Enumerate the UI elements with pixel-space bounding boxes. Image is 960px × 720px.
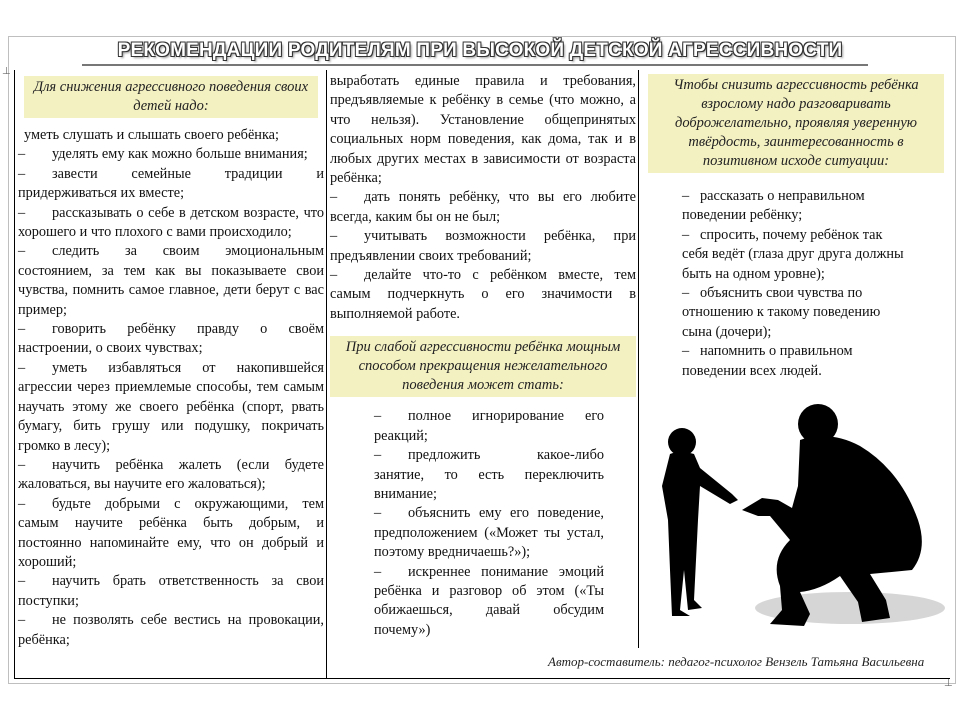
list-item-text: будьте добрыми с окружающими, тем самым научите ребёнка быть добрым, и постоянно напоминайте ему, что он добрый и хороший; <box>18 495 324 570</box>
list-item <box>330 266 636 324</box>
list-item-text: напомнить о правильном поведении всех людей. <box>682 343 853 379</box>
technique-list <box>330 407 636 640</box>
list-dash: – <box>18 204 26 221</box>
corner-marker: ⊥ <box>2 66 11 77</box>
recommendation-list <box>18 145 324 650</box>
list-item-text: научить ребёнка жалеть (если будете жаловаться, вы научите его жаловаться); <box>18 456 324 493</box>
list-dash: – <box>18 495 26 512</box>
list-item <box>682 187 908 226</box>
list-dash: – <box>682 285 690 302</box>
list-item-text: рассказывать о себе в детском возрасте, что хорошего и что плохого с вами происходило; <box>18 204 324 241</box>
list-item-text: не позволять себе вестись на провокации, ребёнка; <box>18 612 324 648</box>
list-item <box>18 204 324 243</box>
list-dash: – <box>330 189 338 206</box>
list-item-text: объяснить свои чувства по отношению к такому поведению сына (дочери); <box>682 285 881 340</box>
list-dash: – <box>18 243 26 260</box>
corner-marker: ⊥ <box>944 678 953 689</box>
list-dash: – <box>18 321 26 338</box>
list-item-text: завести семейные традиции и придерживаться их вместе; <box>18 165 324 202</box>
list-item <box>18 572 324 611</box>
recommendation-list <box>330 72 636 324</box>
list-dash: – <box>682 188 690 204</box>
list-item <box>374 563 604 641</box>
title-underline <box>82 64 868 66</box>
list-item-text: дать понять ребёнку, что вы его любите всегда, каким бы он не был; <box>330 189 636 225</box>
list-item-text: предложить какое-либо занятие, то есть переключить внимание; <box>374 447 604 502</box>
list-dash: – <box>374 447 382 464</box>
column-middle <box>330 70 636 680</box>
list-item-text: рассказать о неправильном поведении ребёнку; <box>682 188 865 224</box>
list-item <box>330 72 636 188</box>
list-item-text: научить брать ответственность за свои поступки; <box>18 573 324 609</box>
column-left <box>18 70 324 680</box>
list-dash: – <box>330 267 338 284</box>
list-item-text: спросить, почему ребёнок так себя ведёт (глаза друг друга должны быть на одном уровне); <box>682 226 904 282</box>
list-item <box>374 407 604 446</box>
list-item-text: делайте что-то с ребёнком вместе, тем самым подчеркнуть о его значимости в выполняемой работе. <box>330 267 636 322</box>
parent-child-silhouette-illustration <box>650 390 950 640</box>
list-item <box>682 226 908 284</box>
list-item-text: уделять ему как можно больше внимания; <box>52 146 308 163</box>
column-divider <box>14 70 15 678</box>
list-item <box>18 611 324 650</box>
list-item <box>18 359 324 456</box>
list-item <box>330 227 636 266</box>
list-dash: – <box>374 563 382 580</box>
list-dash: – <box>374 408 382 425</box>
column-divider <box>638 70 639 648</box>
list-item <box>18 456 324 495</box>
list-dash: – <box>18 359 26 376</box>
child-silhouette <box>662 428 738 616</box>
column-heading: При слабой агрессивности ребёнка мощным способом прекращения нежелательного поведения может стать: <box>330 336 636 397</box>
author-credit: Автор-составитель: педагог-психолог Вензель Татьяна Васильевна <box>548 654 925 669</box>
list-dash: – <box>682 226 690 243</box>
page-title: РЕКОМЕНДАЦИИ РОДИТЕЛЯМ ПРИ ВЫСОКОЙ ДЕТСКОЙ АГРЕССИВНОСТИ <box>117 40 843 61</box>
list-item <box>682 342 908 381</box>
list-item <box>374 446 604 504</box>
list-intro: уметь слушать и слышать своего ребёнка; <box>24 127 279 143</box>
list-item-text: искреннее понимание эмоций ребёнка и разговор об этом («Ты обижаешься, давай обсудим почему») <box>374 563 604 638</box>
list-item <box>682 284 908 342</box>
list-item-text: говорить ребёнку правду о своём настроении, о своих чувствах; <box>18 321 324 357</box>
column-heading: Чтобы снизить агрессивность ребёнка взрослому надо разговаривать доброжелательно, проявляя уверенную твёрдость, заинтересованность в позитивном исходе ситуации: <box>648 74 944 173</box>
list-item <box>330 188 636 227</box>
list-dash: – <box>18 165 26 182</box>
column-divider <box>326 70 327 678</box>
list-item <box>18 242 324 320</box>
list-dash: – <box>374 505 382 522</box>
list-item <box>374 504 604 562</box>
conversation-list <box>642 187 950 381</box>
list-dash: – <box>682 343 690 360</box>
list-item-text: учитывать возможности ребёнка, при предъявлении своих требований; <box>330 228 636 264</box>
list-item <box>18 145 324 164</box>
list-item <box>18 320 324 359</box>
list-dash: – <box>330 228 338 245</box>
list-dash: – <box>18 146 26 163</box>
list-dash: – <box>18 612 26 629</box>
list-item-text: объяснить ему его поведение, предположением («Может ты устал, поэтому вредничаешь?»); <box>374 505 604 561</box>
list-item-text: уметь избавляться от накопившейся агрессии через приемлемые способы, тем самым научать этому же своего ребёнка (спорт, рвать бумагу, бить грушу или подушку, покричать громко в лесу); <box>18 359 324 454</box>
list-item <box>18 495 324 573</box>
list-item-text: полное игнорирование его реакций; <box>374 408 604 444</box>
list-item-text: выработать единые правила и требования, предъявляемые к ребёнку в семье (что можно, а что нельзя). Установление общепринятых социальных норм поведения, как дома, так и в любых других местах в зависимости от возраста ребёнка; <box>330 73 636 187</box>
list-item <box>18 165 324 204</box>
list-dash: – <box>18 456 26 473</box>
list-dash: – <box>18 573 26 590</box>
column-heading: Для снижения агрессивного поведения своих детей надо: <box>24 76 318 118</box>
list-item-text: следить за своим эмоциональным состоянием, за тем как вы показываете свои чувства, помнить самое главное, дети берут с вас пример; <box>18 243 324 318</box>
